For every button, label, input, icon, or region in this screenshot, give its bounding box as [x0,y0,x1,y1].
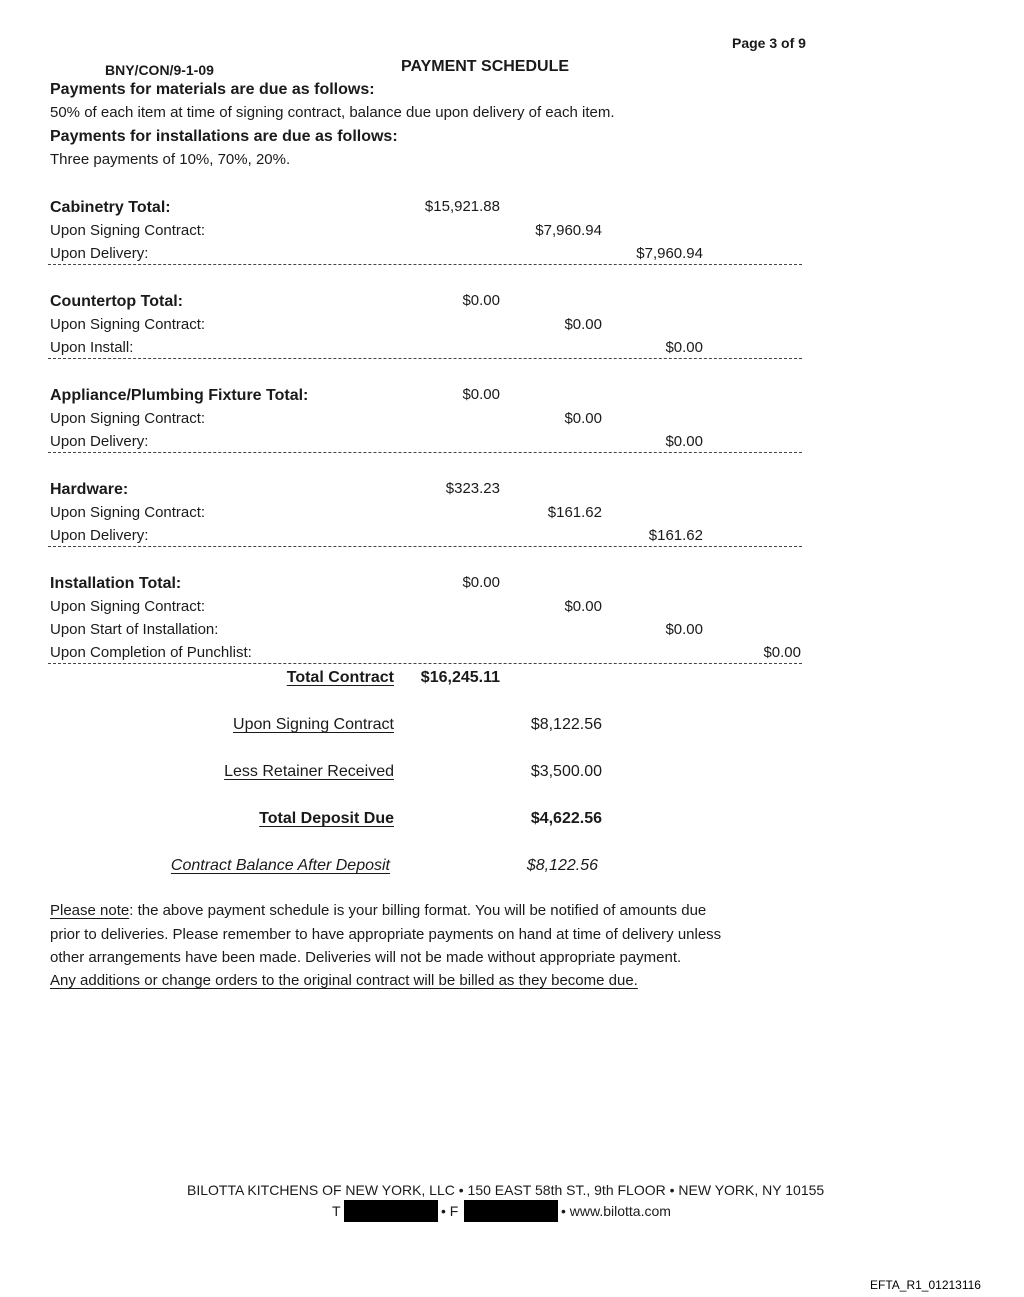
hardware-signing-value: $161.62 [547,504,602,521]
appliance-signing-value: $0.00 [564,410,602,427]
countertop-label: Countertop Total: [50,293,184,310]
signing-summary-label: Upon Signing Contract [233,716,394,733]
appliance-total: $0.00 [462,386,500,403]
countertop-signing-value: $0.00 [564,316,602,333]
installation-start-label: Upon Start of Installation: [50,621,219,638]
hardware-delivery-value: $161.62 [648,527,703,544]
cabinetry-signing-label: Upon Signing Contract: [50,222,206,239]
deposit-value: $4,622.56 [530,810,602,827]
footer-address: BILOTTA KITCHENS OF NEW YORK, LLC • 150 EAST 58th ST., 9th FLOOR • NEW YORK, NY 10155 [187,1182,825,1198]
balance-value: $8,122.56 [526,857,598,874]
installation-punchlist-value: $0.00 [763,644,801,661]
hardware-total: $323.23 [445,480,500,497]
appliance-delivery-value: $0.00 [665,433,703,450]
section-divider [48,452,802,453]
installation-total: $0.00 [462,574,500,591]
installations-heading: Payments for installations are due as follows: [50,128,398,145]
cabinetry-signing-value: $7,960.94 [535,222,602,239]
document-code: BNY/CON/9-1-09 [105,62,214,78]
countertop-signing-label: Upon Signing Contract: [50,316,206,333]
page-title: PAYMENT SCHEDULE [401,58,570,75]
redaction-phone [344,1200,438,1222]
hardware-signing-label: Upon Signing Contract: [50,504,206,521]
retainer-value: $3,500.00 [530,763,602,780]
page-number: Page 3 of 9 [732,35,806,51]
note-lead: Please note [50,902,130,919]
total-contract-value: $16,245.11 [420,669,500,686]
installation-start-value: $0.00 [665,621,703,638]
note-line-4: Any additions or change orders to the original contract will be billed as they become due. [50,972,638,989]
appliance-label: Appliance/Plumbing Fixture Total: [50,387,309,404]
installation-label: Installation Total: [50,575,182,592]
installation-signing-value: $0.00 [564,598,602,615]
document-stamp: EFTA_R1_01213116 [870,1278,981,1292]
deposit-label: Total Deposit Due [259,810,394,827]
installations-text: Three payments of 10%, 70%, 20%. [50,151,291,168]
note-line-2: prior to deliveries. Please remember to have appropriate payments on hand at time of delivery unless [50,926,722,943]
countertop-install-label: Upon Install: [50,339,134,356]
footer-f-label: • F [441,1203,459,1219]
materials-heading: Payments for materials are due as follows: [50,81,375,98]
note-line-1-text: : the above payment schedule is your billing format. You will be notified of amounts due [129,902,707,919]
footer-website: • www.bilotta.com [561,1203,671,1219]
cabinetry-label: Cabinetry Total: [50,199,171,216]
note-line-1 [50,902,706,920]
hardware-delivery-label: Upon Delivery: [50,527,149,544]
appliance-signing-label: Upon Signing Contract: [50,410,206,427]
section-divider [48,546,802,547]
section-divider [48,358,802,359]
hardware-label: Hardware: [50,481,129,498]
cabinetry-total: $15,921.88 [424,198,500,215]
installation-signing-label: Upon Signing Contract: [50,598,206,615]
section-divider [48,663,802,664]
countertop-install-value: $0.00 [665,339,703,356]
cabinetry-delivery-value: $7,960.94 [636,245,703,262]
total-contract-label: Total Contract [286,669,394,686]
materials-text: 50% of each item at time of signing contract, balance due upon delivery of each item. [50,104,615,121]
installation-punchlist-label: Upon Completion of Punchlist: [50,644,252,661]
note-line-3: other arrangements have been made. Deliveries will not be made without appropriate payment. [50,949,682,966]
balance-label: Contract Balance After Deposit [170,857,390,874]
redaction-fax [464,1200,558,1222]
retainer-label: Less Retainer Received [224,763,394,780]
footer-t-label: T [332,1203,341,1219]
signing-summary-value: $8,122.56 [530,716,602,733]
countertop-total: $0.00 [462,292,500,309]
appliance-delivery-label: Upon Delivery: [50,433,149,450]
section-divider [48,264,802,265]
cabinetry-delivery-label: Upon Delivery: [50,245,149,262]
